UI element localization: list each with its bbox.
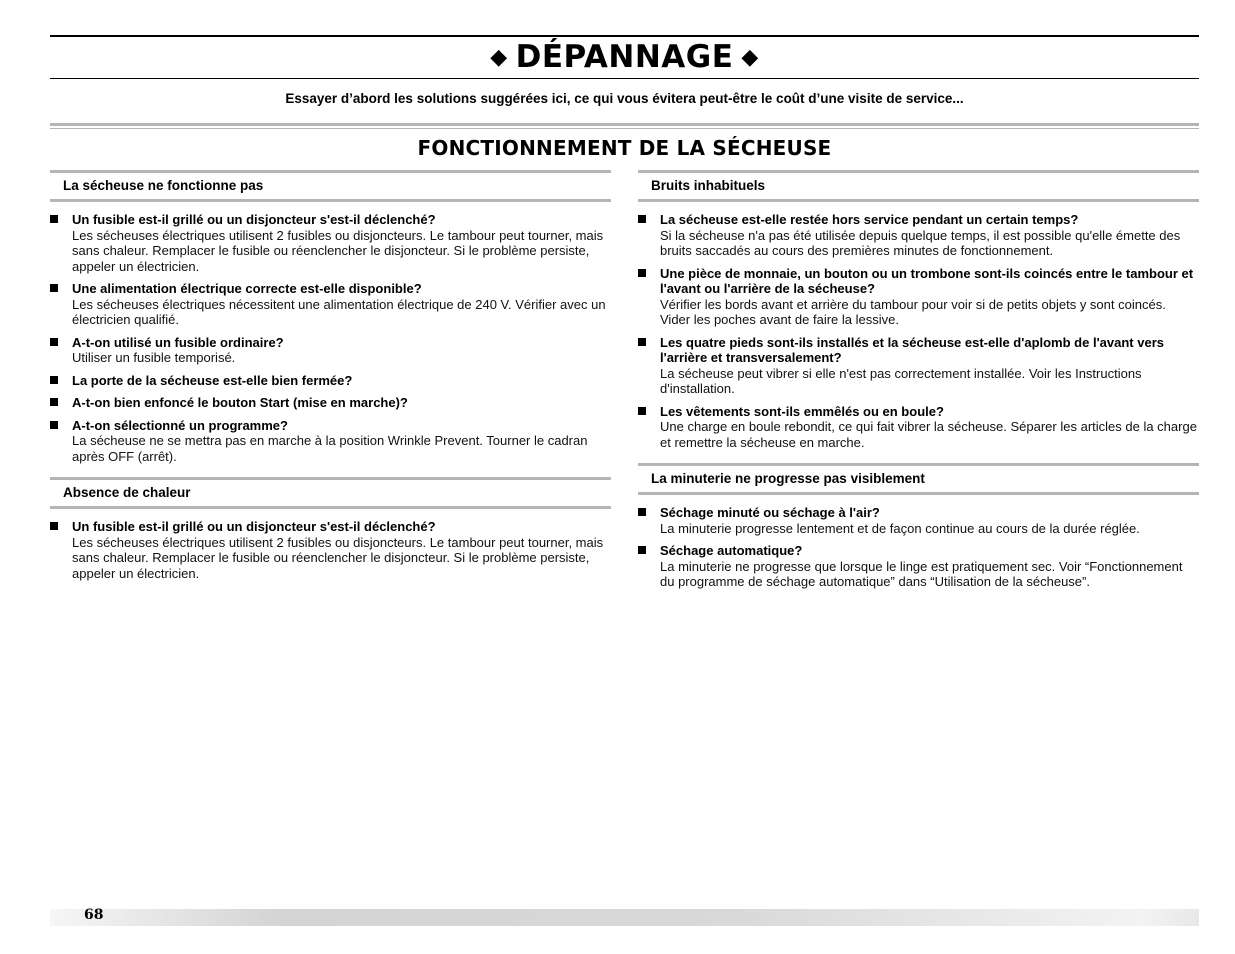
question-text: A-t-on sélectionné un programme? [72, 417, 288, 433]
left-column [50, 170, 611, 588]
page-title-text: DÉPANNAGE [515, 39, 734, 75]
page-number: 68 [84, 907, 104, 923]
title-rule [50, 78, 1199, 79]
question-text: La sécheuse est-elle restée hors service pendant un certain temps? [660, 212, 1079, 227]
right-column [638, 170, 1199, 597]
question-text: Séchage automatique? [660, 543, 803, 558]
answer-text: Les sécheuses électriques utilisent 2 fusibles ou disjoncteurs. Le tambour peut tourner, mais sans chaleur. Remplacer le fusible ou réenclencher le disjoncteur. Si le problème persiste, appeler un électricien. [72, 534, 604, 581]
list-item [638, 543, 1199, 590]
square-bullet-icon [50, 376, 58, 384]
answer-text: Les sécheuses électriques utilisent 2 fusibles ou disjoncteurs. Le tambour peut tourner, mais sans chaleur. Remplacer le fusible ou réenclencher le disjoncteur. Si le problème persiste, appeler un électricien. [72, 227, 604, 274]
problem-list [50, 212, 611, 464]
question-text: La porte de la sécheuse est-elle bien fermée? [72, 372, 353, 388]
section-divider [50, 123, 1199, 129]
list-item [50, 519, 611, 581]
question-text: Un fusible est-il grillé ou un disjoncteur s'est-il déclenché? [72, 212, 436, 227]
subsection-heading: La sécheuse ne fonctionne pas [50, 170, 611, 202]
square-bullet-icon [638, 546, 646, 554]
answer-text: Si la sécheuse n'a pas été utilisée depuis quelque temps, il est possible qu'elle émette des bruits saccadés au cours des premières minutes de fonctionnement. [660, 227, 1181, 258]
problem-list [638, 212, 1199, 450]
footer-bar [50, 909, 1199, 926]
square-bullet-icon [638, 269, 646, 277]
manual-page [50, 0, 1199, 954]
question-text: Les vêtements sont-ils emmêlés ou en boule? [660, 403, 944, 419]
list-item [638, 505, 1199, 536]
list-item [50, 395, 611, 411]
list-item [638, 335, 1199, 397]
answer-text: Utiliser un fusible temporisé. [72, 350, 236, 365]
section-title: FONCTIONNEMENT DE LA SÉCHEUSE [417, 136, 832, 160]
question-text: A-t-on bien enfoncé le bouton Start (mise en marche)? [72, 395, 408, 410]
square-bullet-icon [50, 338, 58, 346]
square-bullet-icon [50, 398, 58, 406]
square-bullet-icon [50, 284, 58, 292]
answer-text: La sécheuse ne se mettra pas en marche à la position Wrinkle Prevent. Tourner le cadran après OFF (arrêt). [72, 433, 588, 464]
answer-text: Les sécheuses électriques nécessitent une alimentation électrique de 240 V. Vérifier avec un électricien qualifié. [72, 296, 606, 327]
list-item [638, 404, 1199, 451]
question-text: Séchage minuté ou séchage à l'air? [660, 505, 880, 520]
top-rule [50, 35, 1199, 37]
list-item [50, 373, 611, 389]
problem-list [50, 519, 611, 581]
diamond-icon: ◆ [490, 45, 508, 70]
list-item [638, 212, 1199, 259]
question-text: Un fusible est-il grillé ou un disjoncteur s'est-il déclenché? [72, 519, 436, 534]
question-text: Une pièce de monnaie, un bouton ou un trombone sont-ils coincés entre le tambour et l'avant ou l'arrière de la sécheuse? [660, 265, 1194, 296]
square-bullet-icon [638, 338, 646, 346]
answer-text: La minuterie progresse lentement et de façon continue au cours de la durée réglée. [660, 520, 1140, 536]
list-item [50, 281, 611, 328]
square-bullet-icon [50, 215, 58, 223]
answer-text: La minuterie ne progresse que lorsque le linge est pratiquement sec. Voir “Fonctionnement du programme de séchage automatique” dans “Utilisation de la sécheuse”. [660, 558, 1183, 589]
square-bullet-icon [50, 421, 58, 429]
intro-text: Essayer d’abord les solutions suggérées ici, ce qui vous évitera peut-être le coût d’une visite de service... [285, 91, 964, 106]
diamond-icon: ◆ [741, 45, 759, 70]
list-item [50, 418, 611, 465]
page-title [50, 38, 1199, 76]
square-bullet-icon [638, 407, 646, 415]
answer-text: La sécheuse peut vibrer si elle n'est pas correctement installée. Voir les Instructions d'installation. [660, 365, 1142, 396]
list-item [50, 335, 611, 366]
square-bullet-icon [638, 508, 646, 516]
subsection-heading: La minuterie ne progresse pas visiblement [638, 463, 1199, 495]
square-bullet-icon [50, 522, 58, 530]
problem-list [638, 505, 1199, 590]
list-item [638, 266, 1199, 328]
question-text: A-t-on utilisé un fusible ordinaire? [72, 334, 284, 350]
question-text: Une alimentation électrique correcte est-elle disponible? [72, 281, 422, 296]
subsection-heading: Absence de chaleur [50, 477, 611, 509]
subsection-heading: Bruits inhabituels [638, 170, 1199, 202]
answer-text: Une charge en boule rebondit, ce qui fait vibrer la sécheuse. Séparer les articles de la charge et remettre la sécheuse en marche. [660, 419, 1197, 450]
question-text: Les quatre pieds sont-ils installés et la sécheuse est-elle d'aplomb de l'avant vers l'arrière et transversalement? [660, 334, 1164, 365]
list-item [50, 212, 611, 274]
answer-text: Vérifier les bords avant et arrière du tambour pour voir si de petits objets y sont coincés. Vider les poches avant de faire la lessive. [660, 296, 1166, 327]
square-bullet-icon [638, 215, 646, 223]
